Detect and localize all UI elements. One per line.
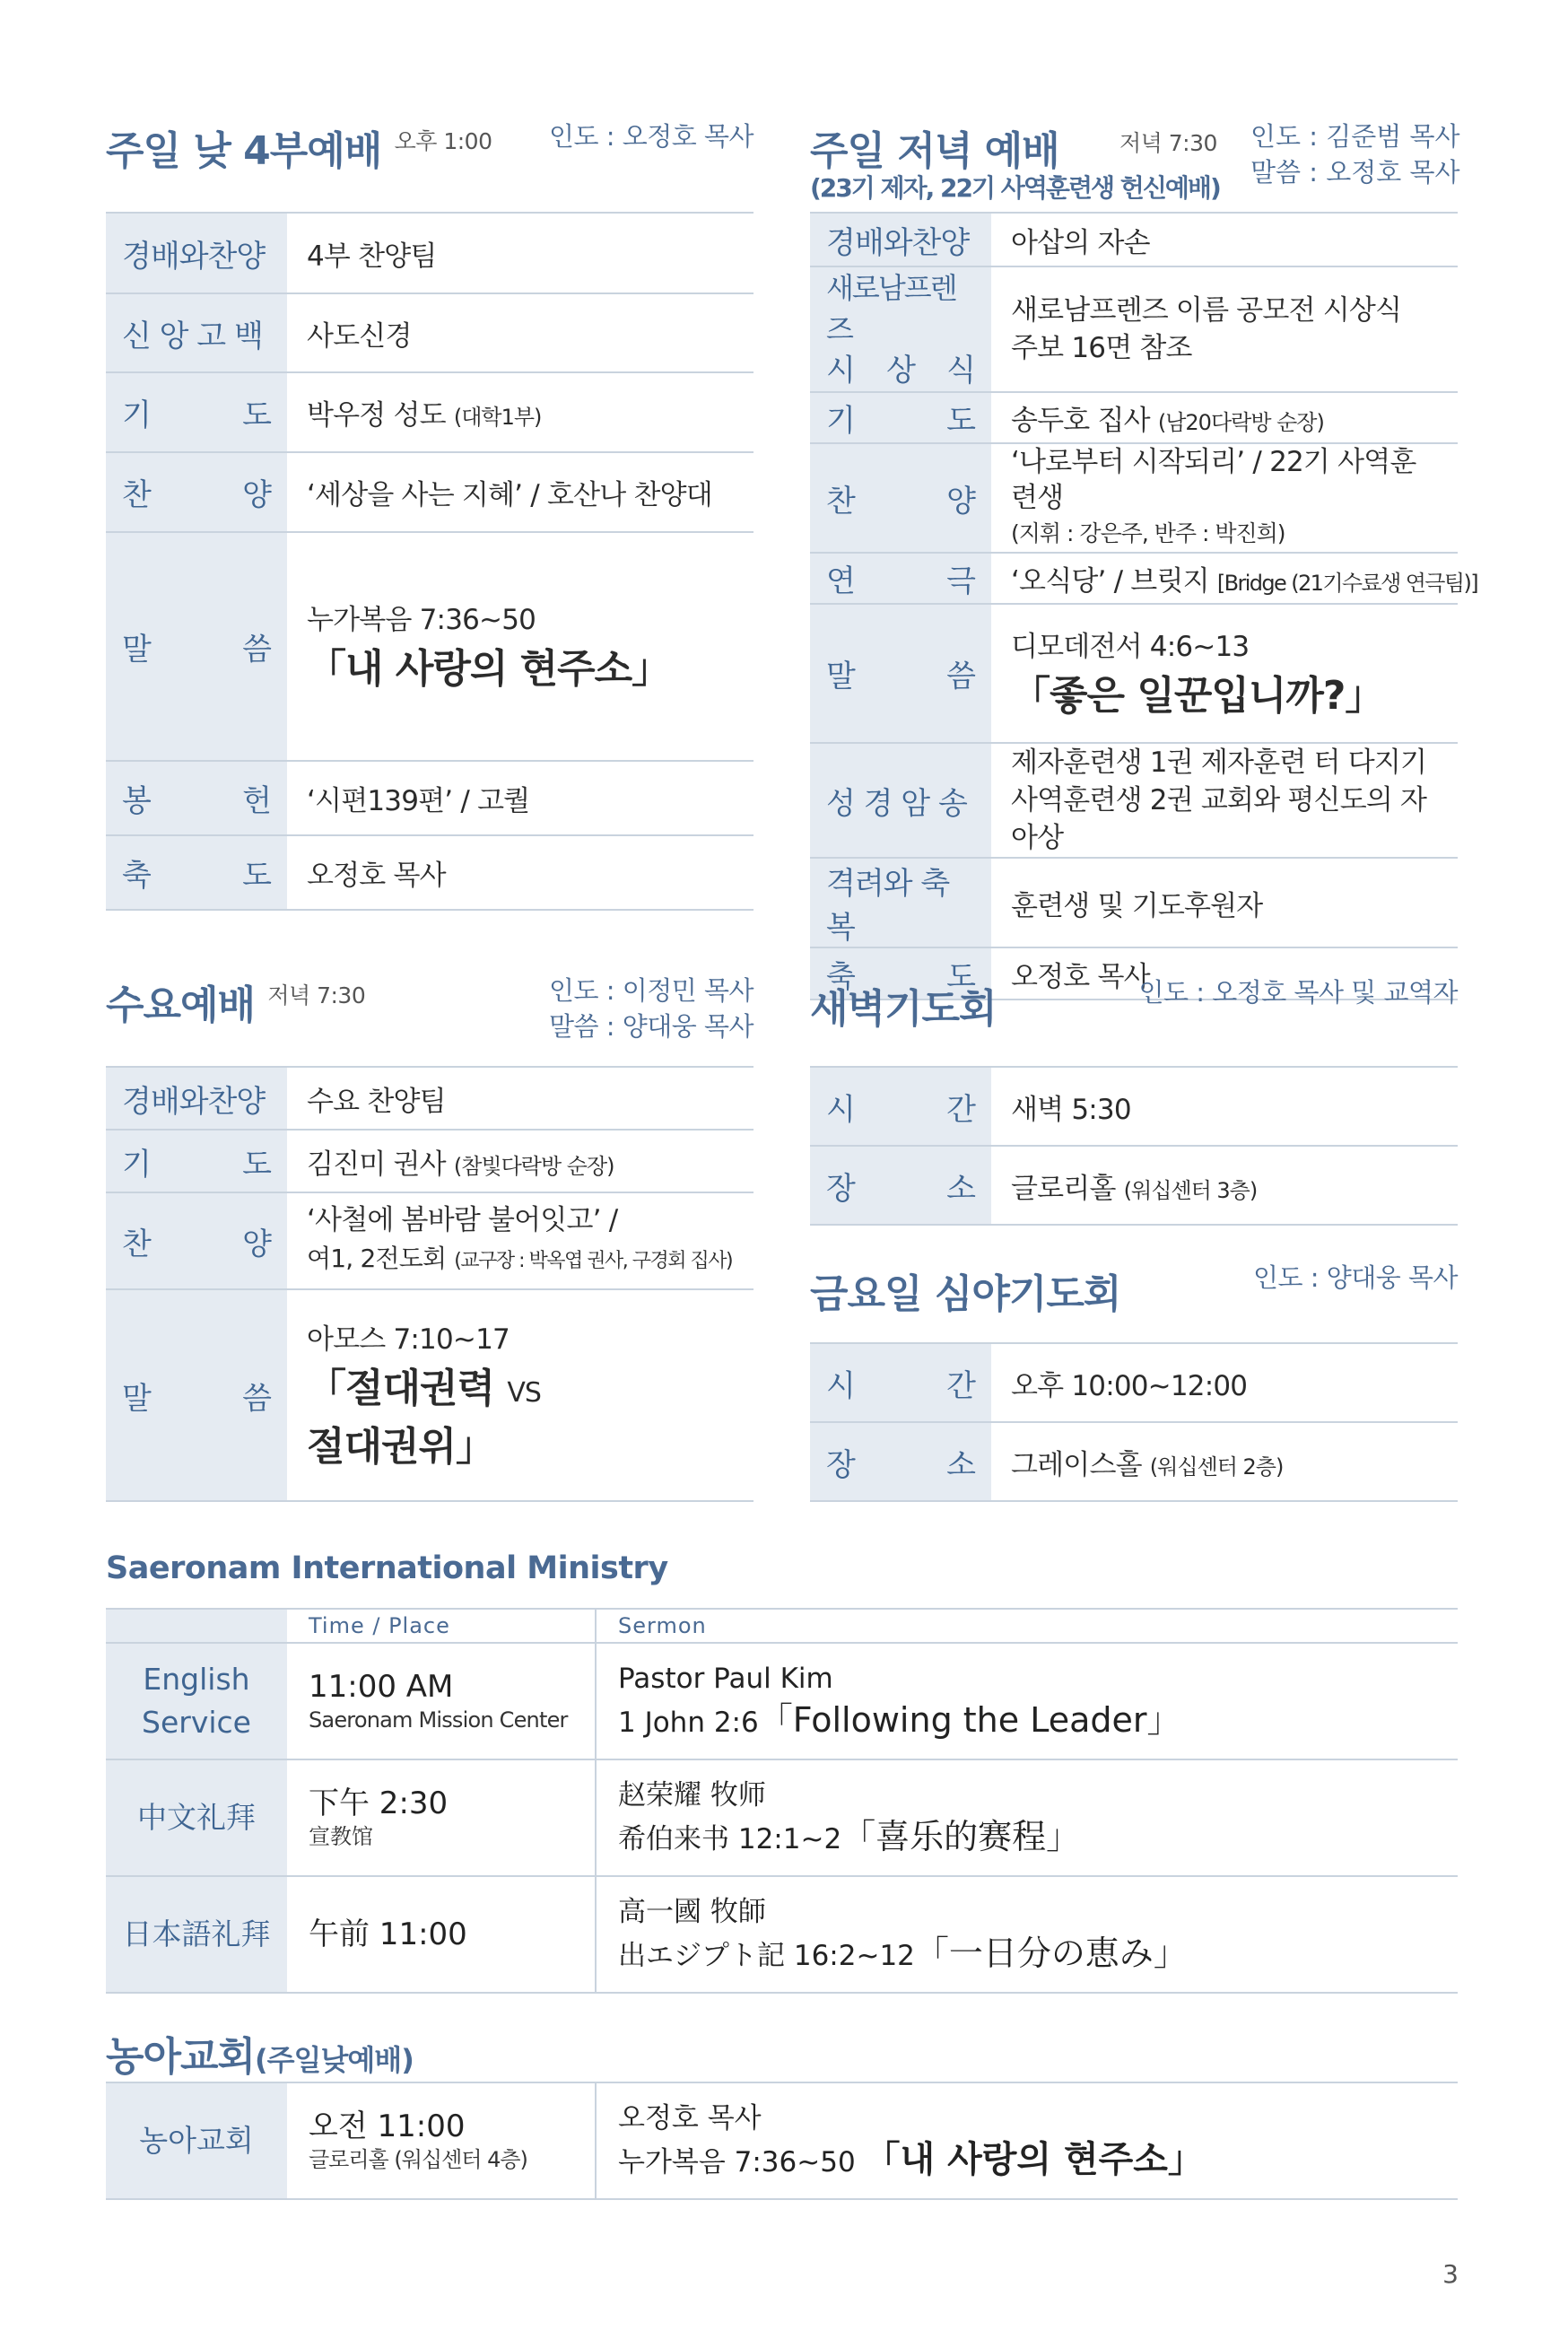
label-char: 기 [122, 397, 151, 433]
row-label [106, 1289, 287, 1501]
place-name: 그레이스홀 [1011, 1448, 1142, 1481]
sermon-info [596, 2082, 1458, 2199]
label-char: 씀 [946, 659, 975, 694]
sermon-title-vs: VS [507, 1376, 541, 1409]
deaf-title-text: 농아교회 [106, 2034, 256, 2080]
table-row [810, 266, 1458, 392]
sermon-title: 「좋은 일꾼입니까?」 [1011, 672, 1384, 719]
label-char: 찬 [826, 483, 855, 519]
sermon-cell [287, 1289, 754, 1501]
row-label [810, 1067, 991, 1146]
label-char: 씀 [242, 632, 271, 668]
sunday-4th-title [106, 118, 492, 176]
wednesday-lead: 인도 : 이정민 목사 [548, 975, 754, 1006]
label-char: 양 [946, 483, 975, 519]
pastor-name: 高一國 牧師 [618, 1895, 766, 1928]
row-label: 경배와찬양 [810, 213, 991, 266]
row-label: 성 경 암 송 [810, 743, 991, 858]
sermon-title [307, 1362, 734, 1474]
sunday-evening-time: 저녁 7:30 [1119, 130, 1217, 156]
scripture-ref: 누가복음 7:36~50 [307, 603, 536, 636]
prayer-name: 김진미 권사 [307, 1148, 446, 1181]
table-row [106, 1759, 1458, 1876]
row-value [287, 1130, 754, 1192]
label-char: 말 [826, 659, 855, 694]
row-label: 격려와 축복 [810, 858, 991, 947]
sermon-cell [991, 604, 1458, 743]
row-value: 새벽 5:30 [991, 1067, 1458, 1146]
service-place: 宣教馆 [309, 1824, 373, 1849]
time-place [287, 1759, 596, 1876]
table-row [810, 213, 1458, 266]
row-label [810, 443, 991, 553]
label-char: 장 [826, 1446, 855, 1483]
drama-title: ‘오식당’ / 브릿지 [1011, 565, 1209, 598]
table-header [106, 1609, 1458, 1643]
table-row [810, 553, 1458, 604]
scripture-ref: 希伯来书 12:1~2 [618, 1822, 842, 1855]
header-sermon: Sermon [596, 1609, 1458, 1643]
label-char: 찬 [122, 1226, 151, 1262]
row-value [991, 392, 1458, 443]
prayer-note: (참빛다락방 순장) [453, 1153, 614, 1179]
row-value [991, 266, 1458, 392]
wednesday-title [106, 973, 365, 1030]
table-row [810, 1422, 1458, 1501]
international-table [106, 1608, 1458, 1994]
deaf-title-sub: (주일낮예배) [255, 2043, 414, 2077]
wednesday-title-text: 수요예배 [106, 982, 256, 1028]
place-note: (워십센터 3층) [1123, 1177, 1258, 1203]
table-row [106, 1192, 754, 1289]
sermon-title-part: 「절대권력 [307, 1365, 508, 1411]
label-char: 축 [122, 858, 151, 894]
value-line: ‘사철에 봄바람 불어잇고’ / [307, 1204, 618, 1236]
row-value [991, 1146, 1458, 1225]
table-row [810, 604, 1458, 743]
prayer-note: (남20다락방 순장) [1157, 410, 1324, 435]
sermon-cell [287, 532, 754, 761]
label-char: 장 [826, 1170, 855, 1207]
label-char: 시 [826, 1367, 855, 1404]
row-value [991, 1422, 1458, 1501]
row-label [106, 835, 287, 910]
row-label [810, 1422, 991, 1501]
label-char: 양 [242, 477, 271, 513]
label-char: 극 [946, 563, 975, 599]
row-value [991, 553, 1477, 604]
table-row [810, 1067, 1458, 1146]
service-time: 午前 11:00 [309, 1916, 467, 1952]
friday-table [810, 1342, 1458, 1502]
table-row [106, 293, 754, 372]
sunday-4th-title-text: 주일 낮 4부예배 [106, 128, 382, 174]
sermon-title: 「Following the Leader」 [758, 1699, 1181, 1740]
label-char: 찬 [122, 477, 151, 513]
scripture-ref: 出エジプト記 16:2~12 [618, 1939, 915, 1972]
table-row [106, 835, 754, 910]
table-row [810, 443, 1458, 553]
label-line [826, 350, 975, 391]
label-char: 축 [826, 958, 855, 995]
sunday-4th-time: 오후 1:00 [394, 128, 492, 154]
row-label [106, 452, 287, 532]
label-line: English [143, 1662, 250, 1697]
label-char: 도 [242, 397, 271, 433]
row-value: 사도신경 [287, 293, 754, 372]
friday-lead: 인도 : 양대웅 목사 [1252, 1262, 1458, 1293]
dawn-title: 새벽기도회 [810, 986, 997, 1032]
value-line: (지휘 : 강은주, 반주 : 박진희) [1011, 520, 1285, 546]
table-row [106, 1130, 754, 1192]
scripture-ref: 누가복음 7:36~50 [618, 2145, 856, 2178]
label-char: 간 [946, 1367, 975, 1404]
row-value [991, 743, 1458, 858]
value-line [307, 1239, 734, 1280]
row-value: ‘시편139편’ / 고퀄 [287, 761, 754, 835]
sermon-line [618, 1815, 1436, 1861]
header-empty [106, 1609, 287, 1643]
label-char: 소 [946, 1170, 975, 1207]
service-time: 11:00 AM [309, 1669, 454, 1705]
row-value [287, 1192, 754, 1289]
table-row [106, 452, 754, 532]
header-time: Time / Place [287, 1609, 596, 1643]
sermon-info [596, 1643, 1458, 1759]
label-char: 도 [242, 858, 271, 894]
sunday-4th-lead: 인도 : 오정호 목사 [548, 121, 754, 152]
value-line: ‘나로부터 시작되리’ / 22기 사역훈련생 [1011, 446, 1416, 514]
row-value [287, 372, 754, 452]
sermon-info [596, 1759, 1458, 1876]
label-char: 도 [946, 403, 975, 439]
sunday-evening-subtitle: (23기 제자, 22기 사역훈련생 헌신예배) [810, 173, 1220, 203]
service-time: 오전 11:00 [309, 2108, 466, 2144]
row-label [106, 1130, 287, 1192]
deaf-table [106, 2082, 1458, 2200]
label-char: 양 [242, 1226, 271, 1262]
row-value: 4부 찬양팀 [287, 213, 754, 293]
sunday-evening-table [810, 212, 1477, 1000]
label-char: 시 [826, 1091, 855, 1128]
table-row [106, 532, 754, 761]
sermon-title: 「喜乐的赛程」 [841, 1816, 1081, 1856]
label-char: 기 [122, 1146, 151, 1183]
drama-note: [Bridge (21기수료생 연극팀)] [1216, 571, 1477, 596]
sermon-title: 「내 사랑의 현주소」 [307, 645, 671, 692]
row-label [810, 604, 991, 743]
label-char: 도 [242, 1146, 271, 1183]
prayer-name: 송두호 집사 [1011, 405, 1150, 437]
row-value: 훈련생 및 기도후원자 [991, 858, 1458, 947]
row-value: 수요 찬양팀 [287, 1067, 754, 1130]
row-label: 中文礼拜 [106, 1759, 287, 1876]
sunday-evening-preacher: 말씀 : 오정호 목사 [1250, 157, 1460, 188]
deaf-title [106, 2024, 414, 2082]
label-char: 간 [946, 1091, 975, 1128]
row-label [810, 1343, 991, 1422]
value-line: 주보 16면 참조 [1011, 332, 1192, 364]
table-row [810, 1146, 1458, 1225]
choir-name: 여1, 2전도회 [307, 1244, 447, 1273]
label-char: 봉 [122, 783, 151, 819]
row-value: 오정호 목사 [287, 835, 754, 910]
label-line: Service [142, 1705, 251, 1740]
table-row [106, 761, 754, 835]
sermon-title-part: 절대권위」 [307, 1423, 495, 1470]
label-char: 연 [826, 563, 855, 599]
sermon-line [618, 2138, 1436, 2184]
row-value: 아삽의 자손 [991, 213, 1458, 266]
sermon-info [596, 1876, 1458, 1993]
page-number: 3 [1442, 2259, 1459, 2289]
row-label [810, 553, 991, 604]
value-line: 새로남프렌즈 이름 공모전 시상식 [1011, 294, 1402, 327]
row-label [810, 266, 991, 392]
label-char: 기 [826, 403, 855, 439]
dawn-table [810, 1066, 1458, 1226]
international-title: Saeronam International Ministry [106, 1550, 668, 1586]
row-value: 오정호 목사 [991, 947, 1458, 1000]
wednesday-time: 저녁 7:30 [267, 982, 366, 1008]
sermon-title: 「내 사랑의 현주소」 [864, 2138, 1204, 2180]
friday-title: 금요일 심야기도회 [810, 1271, 1121, 1317]
sermon-line [618, 1698, 1436, 1744]
table-row [106, 372, 754, 452]
prayer-name: 박우정 성도 [307, 399, 446, 432]
row-label: 농아교회 [106, 2082, 287, 2199]
table-row [810, 392, 1458, 443]
pastor-name: 赵荣耀 牧师 [618, 1778, 766, 1812]
row-label [106, 532, 287, 761]
table-row [810, 743, 1458, 858]
scripture-ref: 아모스 7:10~17 [307, 1323, 510, 1356]
row-value: 오후 10:00~12:00 [991, 1343, 1458, 1422]
row-label [106, 1643, 287, 1759]
label-line: 새로남프렌즈 [826, 271, 956, 346]
time-place [287, 1876, 596, 1993]
sunday-evening-lead: 인도 : 김준범 목사 [1250, 121, 1460, 152]
value-line: 사역훈련생 2권 교회와 평신도의 자아상 [1011, 784, 1427, 854]
label-char: 상 [886, 353, 915, 388]
row-label [810, 1146, 991, 1225]
service-time: 下午 2:30 [309, 1785, 449, 1821]
row-label: 경배와찬양 [106, 213, 287, 293]
choir-note: (교구장 : 박옥엽 권사, 구경회 집사) [454, 1250, 733, 1272]
place-note: (워십센터 2층) [1149, 1454, 1284, 1480]
table-row [810, 858, 1458, 947]
dawn-lead: 인도 : 오정호 목사 및 교역자 [1138, 977, 1458, 1008]
label-char: 씀 [242, 1380, 271, 1417]
time-place [287, 1643, 596, 1759]
row-label [106, 1192, 287, 1289]
table-row [106, 2082, 1458, 2199]
table-row [106, 1876, 1458, 1993]
sermon-title: 「一日分の恵み」 [914, 1933, 1188, 1973]
row-value [991, 443, 1458, 553]
row-label [810, 392, 991, 443]
wednesday-preacher: 말씀 : 양대웅 목사 [548, 1011, 754, 1042]
scripture-ref: 디모데전서 4:6~13 [1011, 630, 1250, 663]
time-place [287, 2082, 596, 2199]
prayer-note: (대학1부) [453, 405, 542, 430]
label-char: 도 [946, 958, 975, 995]
label-char: 소 [946, 1446, 975, 1483]
table-row [106, 1643, 1458, 1759]
wednesday-table [106, 1066, 754, 1502]
pastor-name: 오정호 목사 [618, 2101, 762, 2135]
service-place: 글로리홀 (워십센터 4층) [309, 2147, 527, 2172]
table-row [106, 1067, 754, 1130]
label-char: 시 [826, 353, 855, 388]
table-row [106, 213, 754, 293]
table-row [810, 1343, 1458, 1422]
sermon-line [618, 1932, 1436, 1977]
row-label [106, 372, 287, 452]
row-label: 신 앙 고 백 [106, 293, 287, 372]
value-line: 제자훈련생 1권 제자훈련 터 다지기 [1011, 746, 1427, 779]
label-char: 헌 [242, 783, 271, 819]
row-value: ‘세상을 사는 지혜’ / 호산나 찬양대 [287, 452, 754, 532]
row-label [106, 761, 287, 835]
label-char: 말 [122, 1380, 151, 1417]
pastor-name: Pastor Paul Kim [618, 1662, 833, 1695]
service-place: Saeronam Mission Center [309, 1707, 568, 1733]
row-label: 경배와찬양 [106, 1067, 287, 1130]
place-name: 글로리홀 [1011, 1172, 1116, 1205]
row-label: 日本語礼拜 [106, 1876, 287, 1993]
scripture-ref: 1 John 2:6 [618, 1706, 759, 1739]
sunday-4th-table [106, 212, 754, 911]
label-char: 식 [946, 353, 975, 388]
label-char: 말 [122, 632, 151, 668]
sunday-evening-title: 주일 저녁 예배 [810, 128, 1059, 174]
table-row [106, 1289, 754, 1501]
